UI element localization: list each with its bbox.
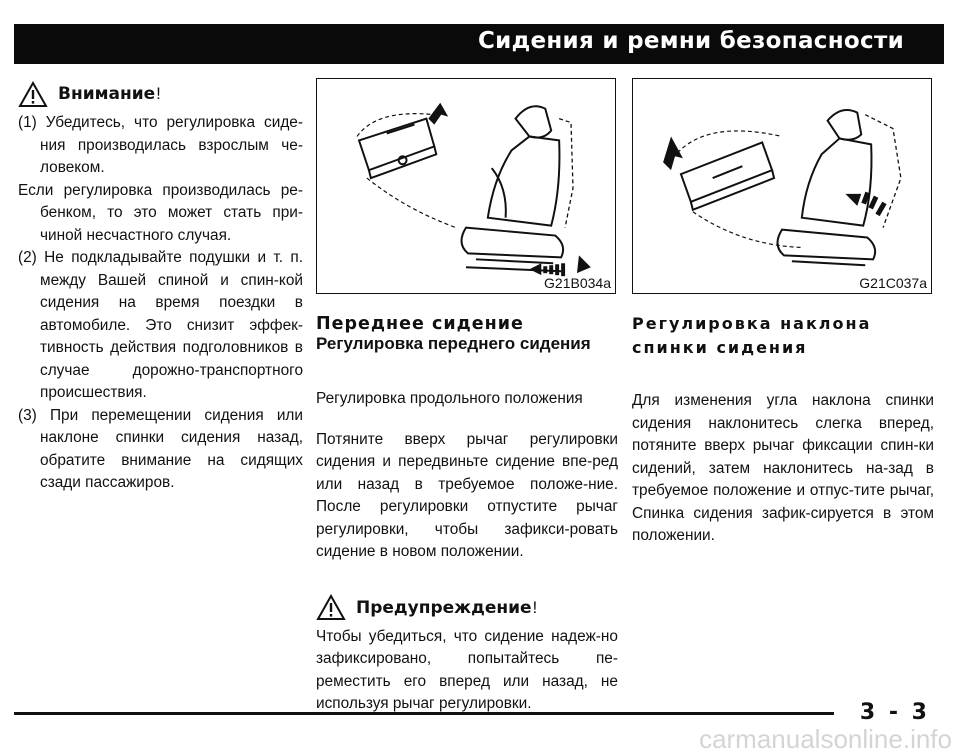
left-column bbox=[18, 78, 303, 495]
warning-item-1: (1) Убедитесь, что регулировка сиде-ния производилась взрослым че-ловеком. bbox=[18, 114, 303, 176]
seatback-recline-illustration bbox=[633, 79, 931, 293]
front-seat-title: Переднее сидение bbox=[316, 314, 524, 334]
warning-heading bbox=[18, 78, 303, 110]
warning-item-1b: Если регулировка производилась ре-бенком, то это может стать при-чиной несчастного случая. bbox=[18, 181, 303, 244]
warning-title: Внимание bbox=[58, 84, 156, 104]
recline-title: Регулировка наклона спинки сидения bbox=[632, 314, 872, 357]
figure-code-1: G21B034a bbox=[544, 275, 611, 291]
caution-text: Чтобы убедиться, что сидение надеж-но зафиксировано, попытайтесь пе-реместить его вперед или назад, не используя рычаг регулировки. bbox=[316, 627, 618, 712]
warning-triangle-icon bbox=[316, 594, 346, 621]
seat-slide-illustration bbox=[317, 79, 615, 293]
seatback-recline-figure bbox=[632, 78, 932, 294]
footer-rule bbox=[14, 712, 834, 715]
caution-heading bbox=[316, 592, 618, 624]
warning-triangle-icon bbox=[18, 81, 48, 108]
recline-text: Для изменения угла наклона спинки сидения наклонитесь слегка вперед, потяните вверх рычаг фиксации спин-ки сидений, затем наклонитесь на-зад в требуемое положение и отпус-тите рычаг, Спинка сидения зафик-сируется в этом положении. bbox=[632, 392, 934, 544]
page-number: 3 - 3 bbox=[859, 700, 930, 725]
header-bar bbox=[14, 24, 944, 64]
seat-slide-figure bbox=[316, 78, 616, 294]
figure-code-2: G21C037a bbox=[859, 275, 927, 291]
front-seat-subtitle: Регулировка переднего сидения bbox=[316, 334, 591, 353]
warning-mark: ! bbox=[156, 84, 161, 103]
watermark: carmanualsonline.info bbox=[699, 724, 952, 754]
slide-text: Потяните вверх рычаг регулировки сидения и передвиньте сидение впе-ред или назад в требуемое положе-ние. После регулировки отпустите рычаг регулировки, чтобы зафикси-ровать сидение в новом положении. bbox=[316, 430, 618, 560]
caution-mark: ! bbox=[532, 597, 538, 617]
middle-column bbox=[316, 78, 618, 716]
right-column bbox=[632, 78, 934, 548]
warning-item-2: (2) Не подкладывайте подушки и т. п. между Вашей спиной и спин-кой сидения на время поездки в автомобиле. Это снизит эффек-тивность действия подголовников в случае дорожно-транспортного происшествия. bbox=[18, 249, 303, 401]
header-title: Сидения и ремни безопасности bbox=[478, 28, 904, 54]
warning-item-3: (3) При перемещении сидения или наклоне спинки сидения назад, обратите внимание на сидящих сзади пассажиров. bbox=[18, 406, 303, 491]
caution-title: Предупреждение bbox=[356, 597, 532, 618]
slide-heading: Регулировка продольного положения bbox=[316, 390, 583, 407]
